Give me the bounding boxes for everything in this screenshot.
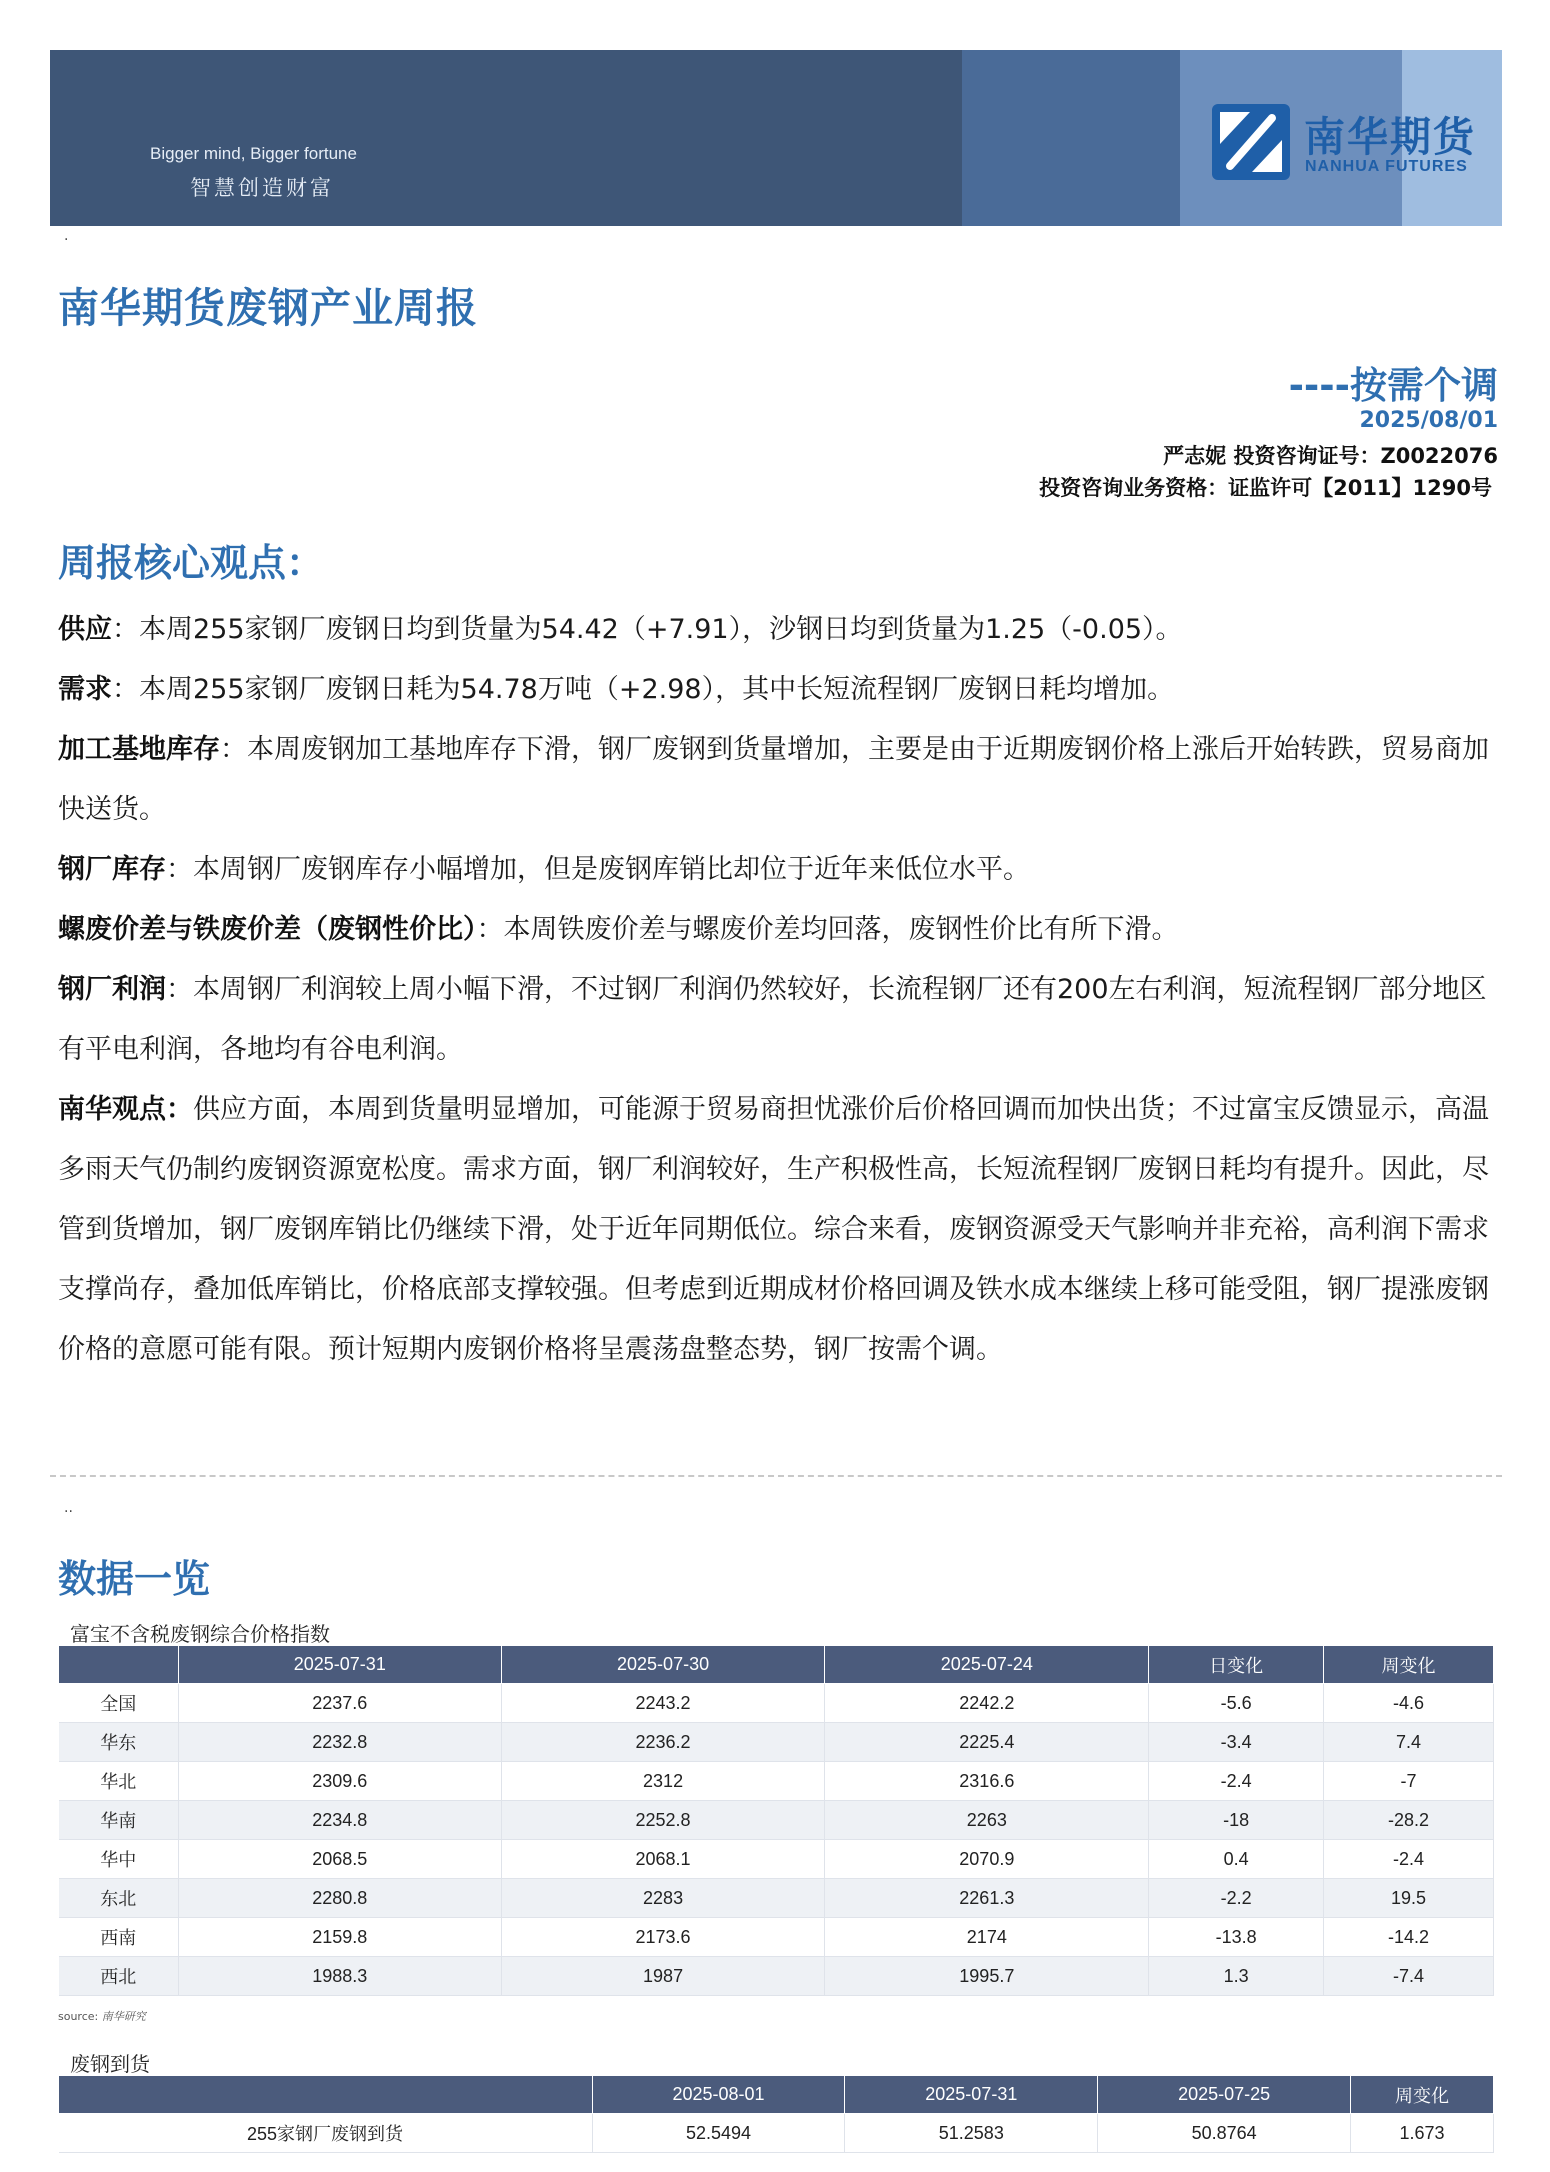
table-cell: 2236.2 (501, 1723, 825, 1762)
table-cell: -14.2 (1324, 1918, 1494, 1957)
table-cell: -28.2 (1324, 1801, 1494, 1840)
table-cell: -7 (1324, 1762, 1494, 1801)
column-header: 2025-08-01 (592, 2076, 845, 2114)
table-cell: 2252.8 (501, 1801, 825, 1840)
table-row (59, 1840, 1494, 1879)
view-separator: ： (112, 614, 139, 645)
table-row (59, 1801, 1494, 1840)
column-header (59, 1646, 179, 1684)
table-header-row (59, 1646, 1494, 1684)
view-separator: ： (166, 974, 193, 1005)
header-banner (50, 50, 1502, 226)
view-item-supply (58, 600, 1494, 660)
view-separator: ： (112, 674, 139, 705)
view-separator: ： (220, 734, 247, 765)
table-source (58, 2008, 146, 2024)
table-row (59, 1918, 1494, 1957)
table-cell: 1.673 (1351, 2114, 1494, 2153)
view-label: 钢厂利润 (58, 974, 166, 1005)
table-cell: -4.6 (1324, 1684, 1494, 1723)
table-cell: 2280.8 (178, 1879, 501, 1918)
table-cell: 2174 (825, 1918, 1149, 1957)
table-cell: 2243.2 (501, 1684, 825, 1723)
view-item-mill-inventory (58, 840, 1494, 900)
analyst-info: 严志妮 投资咨询证号：Z0022076 (1163, 444, 1498, 468)
column-header (59, 2076, 593, 2114)
nanhua-logo-icon (1212, 104, 1290, 180)
table-cell: 1995.7 (825, 1957, 1149, 1996)
table-cell: 2070.9 (825, 1840, 1149, 1879)
price-index-table (58, 1645, 1494, 1996)
column-header: 2025-07-30 (501, 1646, 825, 1684)
table-cell: 2234.8 (178, 1801, 501, 1840)
logo-name-english: NANHUA FUTURES (1305, 158, 1468, 175)
price-table-caption: 富宝不含税废钢综合价格指数 (70, 1622, 330, 1646)
banner-band (962, 50, 1180, 226)
table-cell: 2316.6 (825, 1762, 1149, 1801)
slogan-chinese: 智慧创造财富 (190, 176, 334, 200)
table-cell: 2173.6 (501, 1918, 825, 1957)
view-text: 本周钢厂废钢库存小幅增加，但是废钢库销比却位于近年来低位水平。 (193, 854, 1030, 885)
view-separator: ： (476, 914, 504, 945)
view-item-nanhua-view (58, 1080, 1494, 1380)
table-row (59, 2114, 1494, 2153)
table-row (59, 1879, 1494, 1918)
table-cell: 2309.6 (178, 1762, 501, 1801)
source-value: 南华研究 (101, 2010, 146, 2023)
table-cell: 西南 (59, 1918, 179, 1957)
view-text: 供应方面，本周到货量明显增加，可能源于贸易商担忧涨价后价格回调而加快出货；不过富宝反馈显示，高温多雨天气仍制约废钢资源宽松度。需求方面，钢厂利润较好，生产积极性高，长短流程钢厂废钢日耗均有提升。因此，尽管到货增加，钢厂废钢库销比仍继续下滑，处于近年同期低位。综合来看，废钢资源受天气影响并非充裕，高利润下需求支撑尚存，叠加低库销比，价格底部支撑较强。但考虑到近期成材价格回调及铁水成本继续上移可能受阻，钢厂提涨废钢价格的意愿可能有限。预计短期内废钢价格将呈震荡盘整态势，钢厂按需个调。 (58, 1094, 1489, 1365)
table-cell: 2225.4 (825, 1723, 1149, 1762)
column-header: 周变化 (1324, 1646, 1494, 1684)
table-cell: 255家钢厂废钢到货 (59, 2114, 593, 2153)
table-cell: 2159.8 (178, 1918, 501, 1957)
table-cell: -2.2 (1149, 1879, 1324, 1918)
table-cell: 华东 (59, 1723, 179, 1762)
table-cell: 50.8764 (1098, 2114, 1351, 2153)
table-cell: -13.8 (1149, 1918, 1324, 1957)
view-label: 需求 (58, 674, 112, 705)
view-item-price-spread (58, 900, 1494, 960)
column-header: 2025-07-24 (825, 1646, 1149, 1684)
table-cell: 东北 (59, 1879, 179, 1918)
table-cell: 2068.1 (501, 1840, 825, 1879)
table-cell: 2232.8 (178, 1723, 501, 1762)
view-item-mill-profit (58, 960, 1494, 1080)
table-cell: 2237.6 (178, 1684, 501, 1723)
column-header: 2025-07-25 (1098, 2076, 1351, 2114)
table-cell: 2283 (501, 1879, 825, 1918)
table-cell: 2261.3 (825, 1879, 1149, 1918)
view-separator: ： (166, 854, 193, 885)
arrival-table (58, 2075, 1494, 2153)
table-cell: -2.4 (1149, 1762, 1324, 1801)
core-views-heading: 周报核心观点： (58, 541, 325, 585)
table-cell: 1987 (501, 1957, 825, 1996)
table-cell: 2242.2 (825, 1684, 1149, 1723)
data-overview-heading: 数据一览 (58, 1557, 211, 1601)
table-row (59, 1723, 1494, 1762)
column-header: 2025-07-31 (178, 1646, 501, 1684)
table-header-row (59, 2076, 1494, 2114)
table-cell: -5.6 (1149, 1684, 1324, 1723)
table-cell: -2.4 (1324, 1840, 1494, 1879)
view-label: 供应 (58, 614, 112, 645)
table-cell: -3.4 (1149, 1723, 1324, 1762)
logo-name-chinese: 南华期货 (1304, 113, 1476, 161)
view-item-demand (58, 660, 1494, 720)
table-row (59, 1957, 1494, 1996)
table-cell: -7.4 (1324, 1957, 1494, 1996)
section-divider (50, 1475, 1502, 1477)
view-text: 本周铁废价差与螺废价差均回落，废钢性价比有所下滑。 (503, 914, 1179, 945)
report-title: 南华期货废钢产业周报 (58, 284, 478, 332)
view-text: 本周255家钢厂废钢日耗为54.78万吨（+2.98），其中长短流程钢厂废钢日耗均增加。 (139, 674, 1175, 705)
table-cell: 51.2583 (845, 2114, 1098, 2153)
table-cell: 2263 (825, 1801, 1149, 1840)
table-cell: -18 (1149, 1801, 1324, 1840)
arrival-table-caption: 废钢到货 (70, 2052, 150, 2076)
nanhua-logo (1212, 102, 1502, 182)
column-header: 日变化 (1149, 1646, 1324, 1684)
page-mark: · (64, 232, 69, 248)
view-label: 加工基地库存 (58, 734, 220, 765)
report-subtitle: ----按需个调 (1288, 364, 1498, 407)
table-row (59, 1684, 1494, 1723)
source-label: source: (58, 2010, 99, 2023)
table-cell: 2312 (501, 1762, 825, 1801)
qualification-info: 投资咨询业务资格：证监许可【2011】1290号 (1039, 476, 1492, 500)
column-header: 2025-07-31 (845, 2076, 1098, 2114)
table-cell: 52.5494 (592, 2114, 845, 2153)
report-date: 2025/08/01 (1359, 408, 1498, 433)
page-mark: .. (64, 1500, 73, 1516)
view-label: 螺废价差与铁废价差（废钢性价比） (58, 914, 477, 945)
view-text: 本周钢厂利润较上周小幅下滑，不过钢厂利润仍然较好，长流程钢厂还有200左右利润，短流程钢厂部分地区有平电利润，各地均有谷电利润。 (58, 974, 1487, 1065)
view-label: 南华观点： (58, 1094, 193, 1125)
table-cell: 2068.5 (178, 1840, 501, 1879)
table-cell: 1988.3 (178, 1957, 501, 1996)
table-cell: 西北 (59, 1957, 179, 1996)
view-text: 本周255家钢厂废钢日均到货量为54.42（+7.91），沙钢日均到货量为1.25（-0.05）。 (139, 614, 1183, 645)
slogan-english: Bigger mind, Bigger fortune (150, 144, 357, 163)
view-text: 本周废钢加工基地库存下滑，钢厂废钢到货量增加，主要是由于近期废钢价格上涨后开始转跌，贸易商加快送货。 (58, 734, 1489, 825)
table-cell: 1.3 (1149, 1957, 1324, 1996)
table-row (59, 1762, 1494, 1801)
table-cell: 7.4 (1324, 1723, 1494, 1762)
table-cell: 华南 (59, 1801, 179, 1840)
column-header: 周变化 (1351, 2076, 1494, 2114)
view-item-base-inventory (58, 720, 1494, 840)
table-cell: 全国 (59, 1684, 179, 1723)
table-cell: 19.5 (1324, 1879, 1494, 1918)
table-cell: 0.4 (1149, 1840, 1324, 1879)
table-cell: 华中 (59, 1840, 179, 1879)
core-views-list (58, 600, 1494, 1380)
table-cell: 华北 (59, 1762, 179, 1801)
view-label: 钢厂库存 (58, 854, 166, 885)
